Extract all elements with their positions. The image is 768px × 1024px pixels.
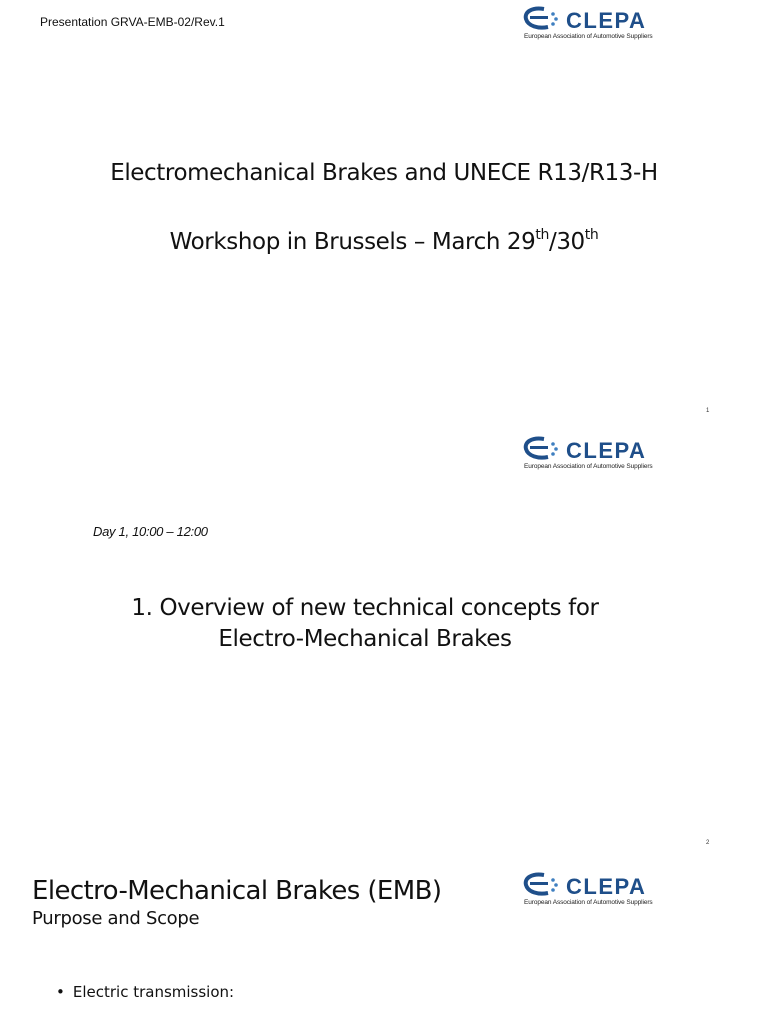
logo-wordmark: CLEPA (566, 874, 647, 899)
bullet-item: • Electric transmission: (56, 983, 234, 1001)
clepa-logo (522, 436, 672, 476)
clepa-swoosh-icon (522, 436, 566, 462)
session-time: Day 1, 10:00 – 12:00 (93, 524, 208, 539)
clepa-logo (522, 6, 672, 46)
topic-line-1: 1. Overview of new technical concepts for (131, 595, 599, 621)
clepa-swoosh-icon (522, 872, 566, 898)
slide-1-subtitle: Workshop in Brussels – March 29th/30th (169, 227, 599, 255)
page-number: 2 (706, 840, 710, 846)
clepa-swoosh-icon (522, 6, 566, 32)
slide-3-subtitle: Purpose and Scope (32, 908, 200, 929)
clepa-logo (522, 872, 672, 912)
logo-subtitle: European Association of Automotive Suppliers (524, 33, 653, 40)
slide-1-title: Electromechanical Brakes and UNECE R13/R13-H (110, 160, 658, 186)
page-number: 1 (706, 408, 710, 414)
document-reference: Presentation GRVA-EMB-02/Rev.1 (40, 15, 225, 29)
slide-3-title: Electro-Mechanical Brakes (EMB) (32, 876, 442, 906)
logo-subtitle: European Association of Automotive Suppliers (524, 463, 653, 470)
slide-2 (0, 430, 768, 858)
logo-wordmark: CLEPA (566, 438, 647, 463)
bullet-list (56, 983, 234, 1001)
logo-wordmark: CLEPA (566, 8, 647, 33)
logo-subtitle: European Association of Automotive Suppliers (524, 899, 653, 906)
topic-line-2: Electro-Mechanical Brakes (218, 626, 512, 652)
slide-1 (0, 0, 768, 430)
slide-3 (0, 858, 768, 1024)
